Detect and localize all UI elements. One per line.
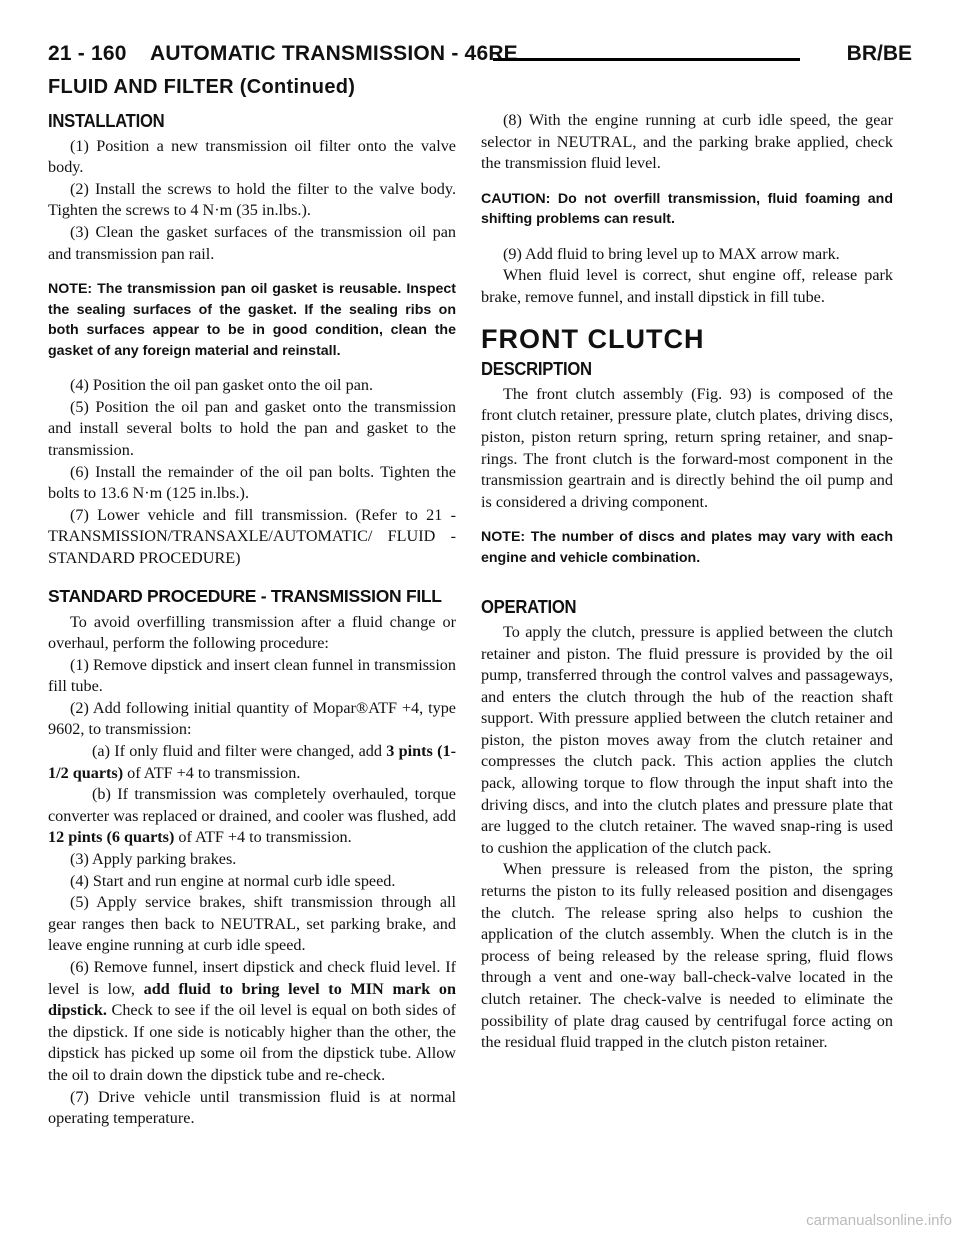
fill-step-5: (5) Apply service brakes, shift transmission through all gear ranges then back to NEUTRAL, set parking brake, and leave engine running at curb idle speed. <box>48 893 456 955</box>
step-5: (5) Position the oil pan and gasket onto the transmission and install several bolts to hold the pan and gasket to the transmission. <box>48 397 456 459</box>
step-6: (6) Install the remainder of the oil pan bolts. Tighten the bolts to 13.6 N·m (125 in.lbs.). <box>48 462 456 503</box>
operation-paragraph-1: To apply the clutch, pressure is applied between the clutch retainer and piston. The fluid pressure is provided by the oil pump, transferred through the control valves and passageways, and enters the clutch through the hub of the reaction shaft support. With pressure applied between the clutch retainer and piston, the piston moves away from the clutch retainer and compresses the clutch pack. This action applies the clutch pack, allowing torque to flow through the input shaft into the driving discs, and into the clutch plates and pressure plate that are lugged to the clutch retainer. The waved snap-ring is used to cushion the application of the clutch pack. <box>481 622 893 857</box>
fill-step-2b <box>48 784 456 849</box>
installation-heading: INSTALLATION <box>48 110 165 131</box>
fill-step-6-emphasis: add fluid to bring level to MIN mark on dipstick. <box>48 979 456 1020</box>
step-2: (2) Install the screws to hold the filter to the valve body. Tighten the screws to 4 N·m (35 in.lbs.). <box>48 179 456 220</box>
fill-step-2a <box>48 741 456 784</box>
fill-step-9: (9) Add fluid to bring level up to MAX arrow mark. <box>503 244 840 263</box>
left-column <box>48 110 456 1130</box>
fill-step-6-text: (6) Remove funnel, insert dipstick and check fluid level. If level is low, <box>48 958 456 998</box>
fill-step-4: (4) Start and run engine at normal curb idle speed. <box>70 871 396 890</box>
fill-step-2b-quantity: 12 pints (6 quarts) <box>48 828 175 847</box>
description-heading: DESCRIPTION <box>481 358 592 380</box>
fill-step-6-tail: Check to see if the oil level is equal on both sides of the dipstick. If one side is noticably higher than the other, the dipstick has picked up some oil from the dipstick tube. Allow the oil to drain down the dipstick tube and re-check. <box>48 1001 456 1084</box>
note-discs: NOTE: The number of discs and plates may vary with each engine and vehicle combination. <box>481 529 893 566</box>
note-gasket: NOTE: The transmission pan oil gasket is reusable. Inspect the sealing surfaces of the gasket. If the sealing ribs on both surfaces appear to be in good condition, clean the gasket of any foreign material and reinstall. <box>48 281 456 359</box>
fill-step-3: (3) Apply parking brakes. <box>70 850 237 869</box>
step-1: (1) Position a new transmission oil filter onto the valve body. <box>48 136 456 177</box>
step-4: (4) Position the oil pan gasket onto the oil pan. <box>70 376 374 395</box>
header-model-code: BR/BE <box>846 42 912 65</box>
fill-step-7: (7) Drive vehicle until transmission fluid is at normal operating temperature. <box>48 1087 456 1128</box>
operation-heading: OPERATION <box>481 596 577 618</box>
fill-step-1: (1) Remove dipstick and insert clean funnel in transmission fill tube. <box>48 655 456 696</box>
right-column <box>481 110 893 1054</box>
fill-step-9-continued: When fluid level is correct, shut engine off, release park brake, remove funnel, and install dipstick in fill tube. <box>481 266 893 306</box>
fill-step-2a-quantity: 3 pints (1-1/2 quarts) <box>48 742 456 782</box>
caution-overfill: CAUTION: Do not overfill transmission, fluid foaming and shifting problems can result. <box>481 190 893 228</box>
description-paragraph: The front clutch assembly (Fig. 93) is composed of the front clutch retainer, pressure plate, clutch plates, driving discs, piston, piston return spring, return spring retainer, and snap-rings. The front clutch is the forward-most component in the transmission geartrain and is directly behind the oil pump and is considered a driving component. <box>481 384 893 511</box>
operation-paragraph-2: When pressure is released from the piston, the spring returns the piston to its fully released position and disengages the clutch. The release spring also helps to cushion the application of the clutch assembly. When the clutch is in the process of being released by the release spring, fluid flows through a vent and one-way ball-check-valve located in the clutch retainer. The check-valve is needed to eliminate the possibility of plate drag caused by centrifugal force acting on the residual fluid trapped in the clutch piston retainer. <box>481 860 893 1052</box>
fill-step-6 <box>48 957 456 1087</box>
watermark-footer: carmanualsonline.info <box>806 1212 952 1229</box>
fill-step-2a-tail: of ATF +4 to transmission. <box>123 763 301 782</box>
front-clutch-title: FRONT CLUTCH <box>481 323 705 354</box>
fill-intro: To avoid overfilling transmission after a fluid change or overhaul, perform the following procedure: <box>48 612 456 653</box>
header-rule <box>493 58 800 61</box>
fill-step-2b-text: (b) If transmission was completely overhauled, torque converter was replaced or drained, and cooler was flushed, add <box>48 785 456 825</box>
fill-step-8: (8) With the engine running at curb idle speed, the gear selector in NEUTRAL, and the parking brake applied, check the transmission fluid level. <box>481 111 893 173</box>
fill-step-2: (2) Add following initial quantity of Mopar®ATF +4, type 9602, to transmission: <box>48 698 456 739</box>
continued-heading: FLUID AND FILTER (Continued) <box>48 76 356 98</box>
step-7: (7) Lower vehicle and fill transmission. (Refer to 21 - TRANSMISSION/TRANSAXLE/AUTOMATIC/ FLUID - STANDARD PROCEDURE) <box>48 505 456 567</box>
header-page-title: 21 - 160 AUTOMATIC TRANSMISSION - 46RE <box>48 42 518 65</box>
standard-procedure-heading: STANDARD PROCEDURE - TRANSMISSION FILL <box>48 585 442 606</box>
fill-step-2b-tail: of ATF +4 to transmission. <box>174 828 352 847</box>
fill-step-2a-text: (a) If only fluid and filter were changed, add <box>92 742 387 761</box>
step-3: (3) Clean the gasket surfaces of the transmission oil pan and transmission pan rail. <box>48 222 456 263</box>
